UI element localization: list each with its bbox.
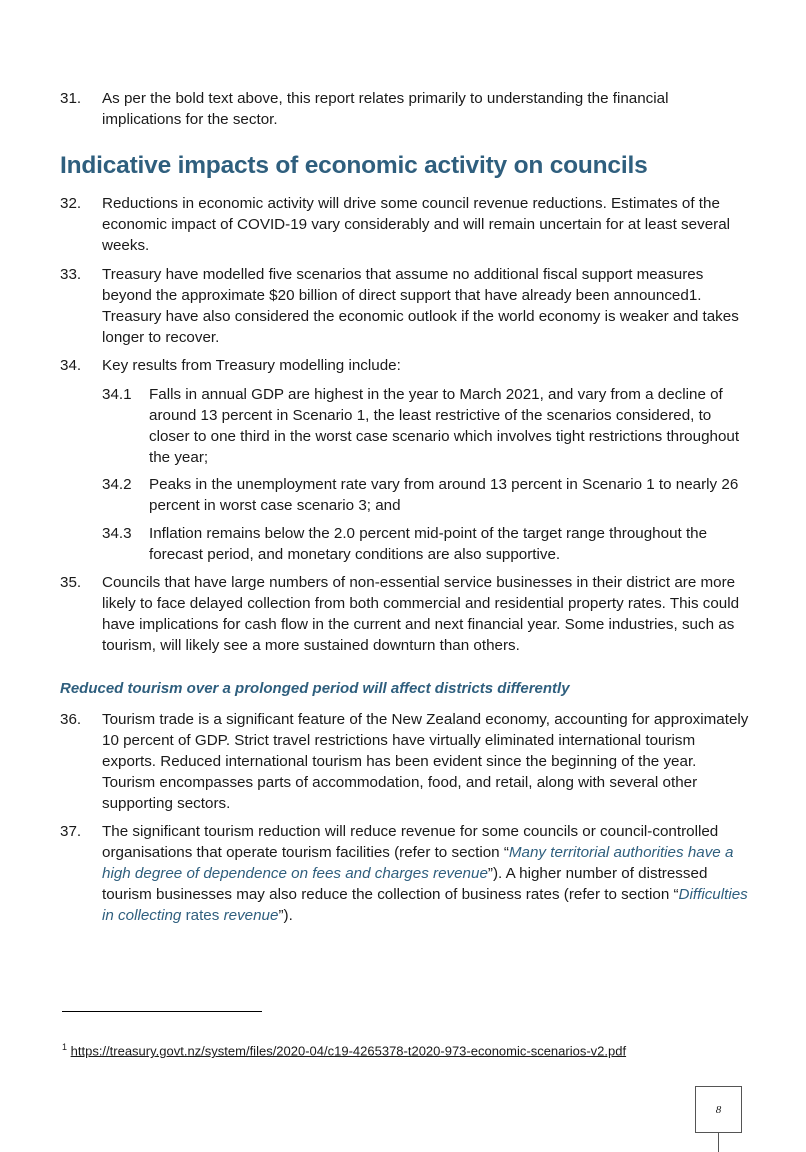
paragraph-text bbox=[102, 821, 750, 926]
footnote-marker: 1 bbox=[62, 1042, 68, 1052]
paragraph-number: 33. bbox=[60, 266, 82, 283]
page-number: 8 bbox=[715, 1103, 722, 1116]
paragraph-text: Falls in annual GDP are highest in the year to March 2021, and vary from a decline of around 13 percent in Scenario 1, the least restrictive of the scenarios considered, to closer to one third in the worst case scenario which involves tight restrictions throughout the year; bbox=[149, 386, 740, 466]
paragraph-number: 36. bbox=[60, 711, 82, 728]
paragraph-number: 32. bbox=[60, 195, 82, 212]
paragraph-number: 37. bbox=[60, 823, 82, 840]
section-subheading: Reduced tourism over a prolonged period will affect districts differently bbox=[60, 680, 570, 697]
paragraph-text: As per the bold text above, this report relates primarily to understanding the financial implications for the sector. bbox=[102, 90, 669, 128]
paragraph-34-2 bbox=[102, 474, 742, 516]
paragraph-number: 34.3 bbox=[102, 525, 132, 542]
footnote-divider bbox=[62, 1011, 262, 1012]
paragraph-text: Tourism trade is a significant feature of the New Zealand economy, accounting for approximately 10 percent of GDP. Strict travel restrictions have virtually eliminated international tourism exports. Reduced international tourism has been evident since the beginning of the year. Tourism encompasses parts of accommodation, food, and retail, along with several other supporting sectors. bbox=[102, 711, 749, 812]
footnote-link[interactable]: https://treasury.govt.nz/system/files/2020-04/c19-4265378-t2020-973-economic-scenarios-v2.pdf bbox=[70, 1043, 627, 1059]
page-number-tick bbox=[718, 1133, 719, 1152]
page-number-box bbox=[695, 1086, 742, 1133]
paragraph-35 bbox=[60, 572, 750, 656]
section-heading: Indicative impacts of economic activity on councils bbox=[60, 152, 648, 179]
paragraph-number: 34.1 bbox=[102, 386, 132, 403]
link-text: Difficulties in collecting bbox=[102, 886, 748, 924]
paragraph-34-3 bbox=[102, 523, 742, 565]
text-run: ”). A higher number of distressed tourism businesses may also reduce the collection of business rates (refer to section “ bbox=[102, 865, 708, 903]
link-text: revenue bbox=[219, 907, 279, 924]
paragraph-text: Peaks in the unemployment rate vary from around 13 percent in Scenario 1 to nearly 26 percent in worst case scenario 3; and bbox=[149, 476, 739, 514]
paragraph-33 bbox=[60, 264, 750, 348]
paragraph-number: 34. bbox=[60, 357, 82, 374]
paragraph-number: 34.2 bbox=[102, 476, 132, 493]
paragraph-34-1 bbox=[102, 384, 742, 468]
text-run: ”). bbox=[278, 907, 293, 924]
paragraph-number: 35. bbox=[60, 574, 82, 591]
section-reference-link[interactable]: Many territorial authorities have a high degree of dependence on fees and charges revenue bbox=[102, 844, 734, 882]
paragraph-37 bbox=[60, 821, 750, 926]
paragraph-text: Key results from Treasury modelling include: bbox=[102, 357, 401, 374]
paragraph-number: 31. bbox=[60, 90, 82, 107]
paragraph-31 bbox=[60, 88, 750, 130]
text-run: The significant tourism reduction will reduce revenue for some councils or council-controlled organisations that operate tourism facilities (refer to section “ bbox=[102, 823, 719, 861]
paragraph-text: Treasury have modelled five scenarios that assume no additional fiscal support measures beyond the approximate $20 billion of direct support that have already been announced1. Treasury have also considered the economic outlook if the world economy is weaker and takes longer to recover. bbox=[102, 266, 739, 346]
paragraph-text: Reductions in economic activity will drive some council revenue reductions. Estimates of the economic impact of COVID-19 vary considerably and will remain uncertain for at least several weeks. bbox=[102, 195, 731, 254]
paragraph-34 bbox=[60, 355, 750, 376]
link-text: rates bbox=[185, 907, 220, 924]
paragraph-text: Councils that have large numbers of non-essential service businesses in their district are more likely to face delayed collection from both commercial and residential property rates. This could have implications for cash flow in the current and next financial year. Some industries, such as tourism, will likely see a more sustained downturn than others. bbox=[102, 574, 740, 654]
paragraph-36 bbox=[60, 709, 750, 814]
paragraph-32 bbox=[60, 193, 750, 256]
paragraph-text: Inflation remains below the 2.0 percent mid-point of the target range throughout the forecast period, and monetary conditions are also supportive. bbox=[149, 525, 708, 563]
footnote bbox=[62, 1042, 626, 1058]
